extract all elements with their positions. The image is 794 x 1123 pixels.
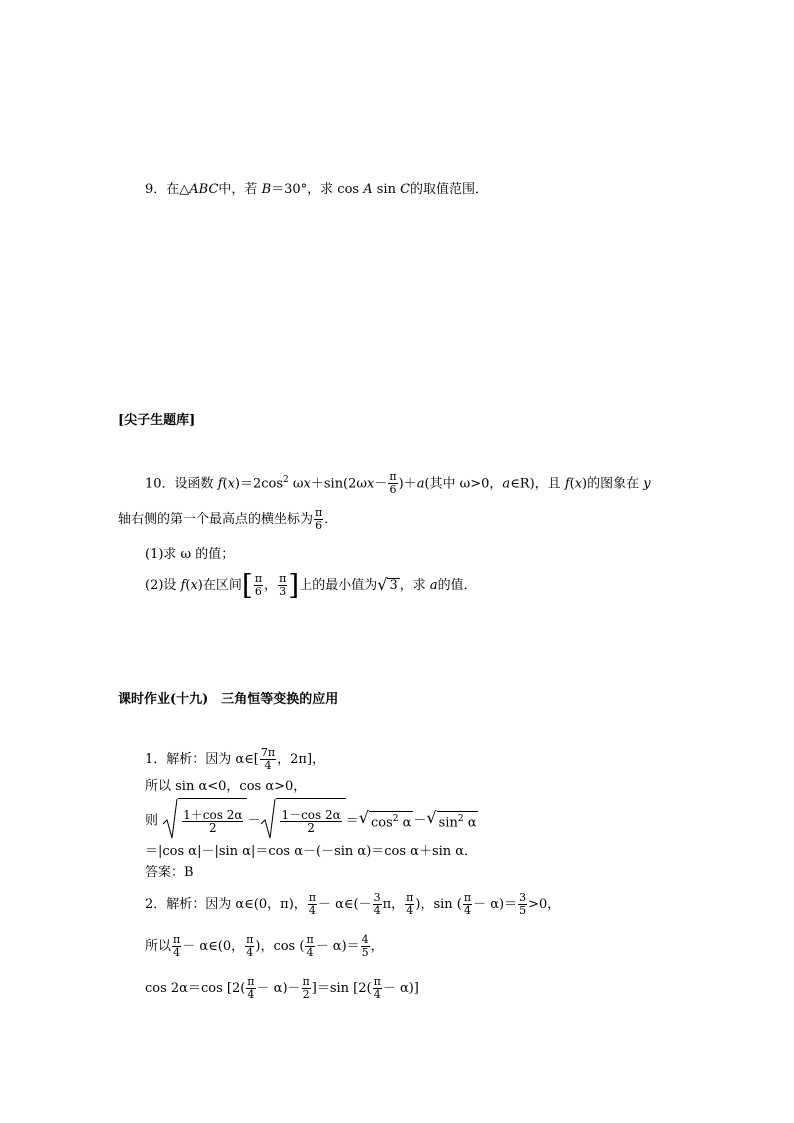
question-number: 10． <box>145 476 175 492</box>
q10-text: (2)设 <box>145 578 181 593</box>
s2-text: － α)＝ <box>473 897 518 912</box>
s2-text: )，sin ( <box>415 897 462 912</box>
solution-1-line-2: 所以 sin α<0，cos α>0， <box>145 779 307 794</box>
q9-text-1: 在△ <box>166 182 190 197</box>
q10-text: ω <box>288 476 304 492</box>
denominator: 4 <box>173 946 181 959</box>
denominator: 4 <box>246 946 254 959</box>
cos-label: cos <box>370 815 393 831</box>
s2-text: ， <box>370 939 384 954</box>
denominator: 4 <box>373 904 381 917</box>
denominator: 4 <box>247 988 255 1001</box>
s2-text: 所以 <box>145 939 172 954</box>
s1-text: － <box>413 813 427 829</box>
radicand: 3 <box>389 578 398 593</box>
denominator: 4 <box>308 904 316 917</box>
radicand <box>369 811 413 830</box>
fraction-7pi-4 <box>260 747 276 772</box>
left-bracket: [ <box>241 568 253 602</box>
denominator: 5 <box>519 904 527 917</box>
denominator: 2 <box>280 821 341 834</box>
solution-1-line-3 <box>145 798 478 844</box>
radical-sign <box>162 798 178 840</box>
exponent: 2 <box>457 814 464 825</box>
q10-y: y <box>643 476 651 492</box>
q9-text-2: 中，若 <box>218 182 262 197</box>
denominator: 2 <box>182 821 243 834</box>
fraction-pi-4 <box>305 934 314 959</box>
sqrt-cos2 <box>358 808 414 831</box>
fraction-3-4 <box>373 892 382 917</box>
numerator: π <box>302 975 310 988</box>
denominator: 4 <box>463 904 471 917</box>
q10-x: x <box>303 476 311 492</box>
numerator: π <box>279 572 287 585</box>
fraction-pi-4 <box>172 934 181 959</box>
q10-x: x <box>227 476 235 492</box>
s2-text: )，cos ( <box>255 939 305 954</box>
numerator: π <box>306 933 314 946</box>
q10-text: － <box>374 476 388 492</box>
s2-text: － α)－ <box>256 981 301 996</box>
denominator: 6 <box>315 519 323 532</box>
radical-sign: √ <box>358 808 369 828</box>
numerator: 1－cos 2α <box>281 808 341 822</box>
s2-text: － α∈(－ <box>318 897 372 912</box>
q10-f: f <box>217 476 223 492</box>
solution-2-line-3 <box>145 972 419 1006</box>
denominator: 4 <box>406 904 414 917</box>
answer-section-title: 课时作业(十九) 三角恒等变换的应用 <box>118 692 339 707</box>
numerator: π <box>373 975 381 988</box>
solution-2-line-2 <box>145 930 384 964</box>
numerator: π <box>254 572 263 585</box>
q9-text-5: 的取值范围． <box>410 182 489 197</box>
q10-a: a <box>429 578 438 593</box>
numerator: π <box>247 975 255 988</box>
q10-f: f <box>180 578 186 593</box>
s2-text: π， <box>382 897 405 912</box>
q10-text: 轴右侧的第一个最高点的横坐标为 <box>118 512 314 527</box>
q10-text: ＋sin(2ω <box>310 476 368 492</box>
q10-text: ∈R)，且 <box>510 476 565 492</box>
denominator: 3 <box>279 585 287 598</box>
q10-text: ( <box>185 578 191 593</box>
sqrt-sin2 <box>426 808 478 831</box>
q9-angle-a: A <box>363 182 373 197</box>
s1-text: 1．解析：因为 α∈[ <box>145 752 259 767</box>
q10-f: f <box>564 476 570 492</box>
question-number: 9． <box>145 182 167 197</box>
denominator: 4 <box>260 759 276 772</box>
q10-text: ( <box>222 476 228 492</box>
s2-text: － α)] <box>382 981 419 996</box>
solution-1-answer: 答案：B <box>145 865 194 880</box>
q10-text: ． <box>324 512 338 527</box>
q10-text: 上的最小值为 <box>299 578 378 593</box>
numerator: π <box>308 891 316 904</box>
q10-x: x <box>190 578 198 593</box>
fraction-4-5 <box>361 934 370 959</box>
q10-x: x <box>367 476 375 492</box>
q10-text: 的值． <box>437 578 477 593</box>
fraction-pi-6 <box>254 573 263 598</box>
sqrt-fraction-2 <box>260 798 345 844</box>
question-10-part-2 <box>145 568 477 604</box>
fraction-pi-3 <box>278 573 287 598</box>
s2-text: ]＝sin [2( <box>311 981 372 996</box>
q10-square: 2 <box>283 475 289 485</box>
q10-text: )＋ <box>398 476 417 492</box>
q9-text-4: sin <box>372 182 401 197</box>
q10-text: )的图象在 <box>582 476 644 492</box>
fraction-pi-4 <box>245 934 254 959</box>
s2-text: >0， <box>528 897 561 912</box>
sqrt-3 <box>377 575 399 594</box>
alpha: α <box>463 815 477 831</box>
numerator: 4 <box>361 933 369 946</box>
fraction-pi-4 <box>405 892 414 917</box>
question-10-line-2 <box>118 503 337 537</box>
q10-text: )＝2cos <box>234 476 284 492</box>
numerator: π <box>463 891 472 904</box>
fraction-pi-4 <box>246 976 255 1001</box>
q10-text: ( <box>569 476 575 492</box>
fraction <box>182 809 243 834</box>
q10-text: 设函数 <box>174 476 218 492</box>
solution-1-line-4: ＝|cos α|－|sin α|＝cos α－(－sin α)＝cos α＋sin α． <box>145 844 478 859</box>
q10-text: ，求 <box>399 578 430 593</box>
question-10-line-1 <box>145 463 651 501</box>
question-9 <box>145 182 488 198</box>
sin-label: sin <box>438 815 458 831</box>
q10-text: (其中 ω>0， <box>424 476 503 492</box>
numerator: π <box>246 933 254 946</box>
fraction-pi-4 <box>463 892 472 917</box>
sqrt-fraction-1 <box>162 798 247 844</box>
numerator: 3 <box>373 891 381 904</box>
denominator: 6 <box>254 585 262 598</box>
section-title: [尖子生题库] <box>118 413 196 428</box>
q9-triangle: ABC <box>189 182 219 197</box>
alpha: α <box>398 815 412 831</box>
q10-a: a <box>502 476 511 492</box>
exponent: 2 <box>392 814 399 825</box>
radical-sign <box>260 798 276 840</box>
question-10-part-1: (1)求 ω 的值； <box>145 547 235 562</box>
numerator: π <box>315 506 323 519</box>
s1-text: － <box>247 813 261 829</box>
denominator: 4 <box>373 988 381 1001</box>
fraction <box>280 809 341 834</box>
s2-text: cos 2α＝cos [2( <box>145 981 246 996</box>
numerator: 7π <box>260 746 276 759</box>
radical-sign: √ <box>377 575 388 594</box>
radicand <box>276 798 345 844</box>
fraction-pi-2 <box>302 976 311 1001</box>
denominator: 4 <box>306 946 314 959</box>
radicand <box>437 811 479 830</box>
fraction-3-5 <box>518 892 527 917</box>
fraction-pi-6 <box>388 471 397 496</box>
s2-text: － α)＝ <box>315 939 360 954</box>
radicand <box>178 798 247 844</box>
denominator: 6 <box>389 483 397 497</box>
q9-angle-c: C <box>400 182 411 197</box>
fraction-pi-4 <box>373 976 382 1001</box>
q10-text: )在区间 <box>197 578 242 593</box>
solution-2-line-1 <box>145 888 560 922</box>
denominator: 2 <box>302 988 310 1001</box>
s1-text: 则 <box>145 813 163 829</box>
numerator: 1＋cos 2α <box>183 808 243 822</box>
s1-text: ，2π]， <box>277 752 326 767</box>
q10-x: x <box>574 476 583 492</box>
fraction-pi-4 <box>308 892 317 917</box>
q9-text-3: ＝30°，求 cos <box>271 182 364 197</box>
numerator: 3 <box>519 891 527 904</box>
fraction-pi-6 <box>314 507 323 532</box>
solution-1-line-1 <box>145 743 325 777</box>
denominator: 5 <box>361 946 369 959</box>
q10-a: a <box>416 476 425 492</box>
radical-sign: √ <box>426 808 437 828</box>
q9-angle-b: B <box>261 182 272 197</box>
right-bracket: ] <box>288 568 300 602</box>
numerator: π <box>173 933 181 946</box>
s2-text: － α∈(0， <box>182 939 245 954</box>
s2-text: 2．解析：因为 α∈(0，π)， <box>145 897 307 912</box>
numerator: π <box>389 470 397 484</box>
s1-text: ＝ <box>345 813 359 829</box>
numerator: π <box>406 891 414 904</box>
comma: ， <box>264 578 278 593</box>
